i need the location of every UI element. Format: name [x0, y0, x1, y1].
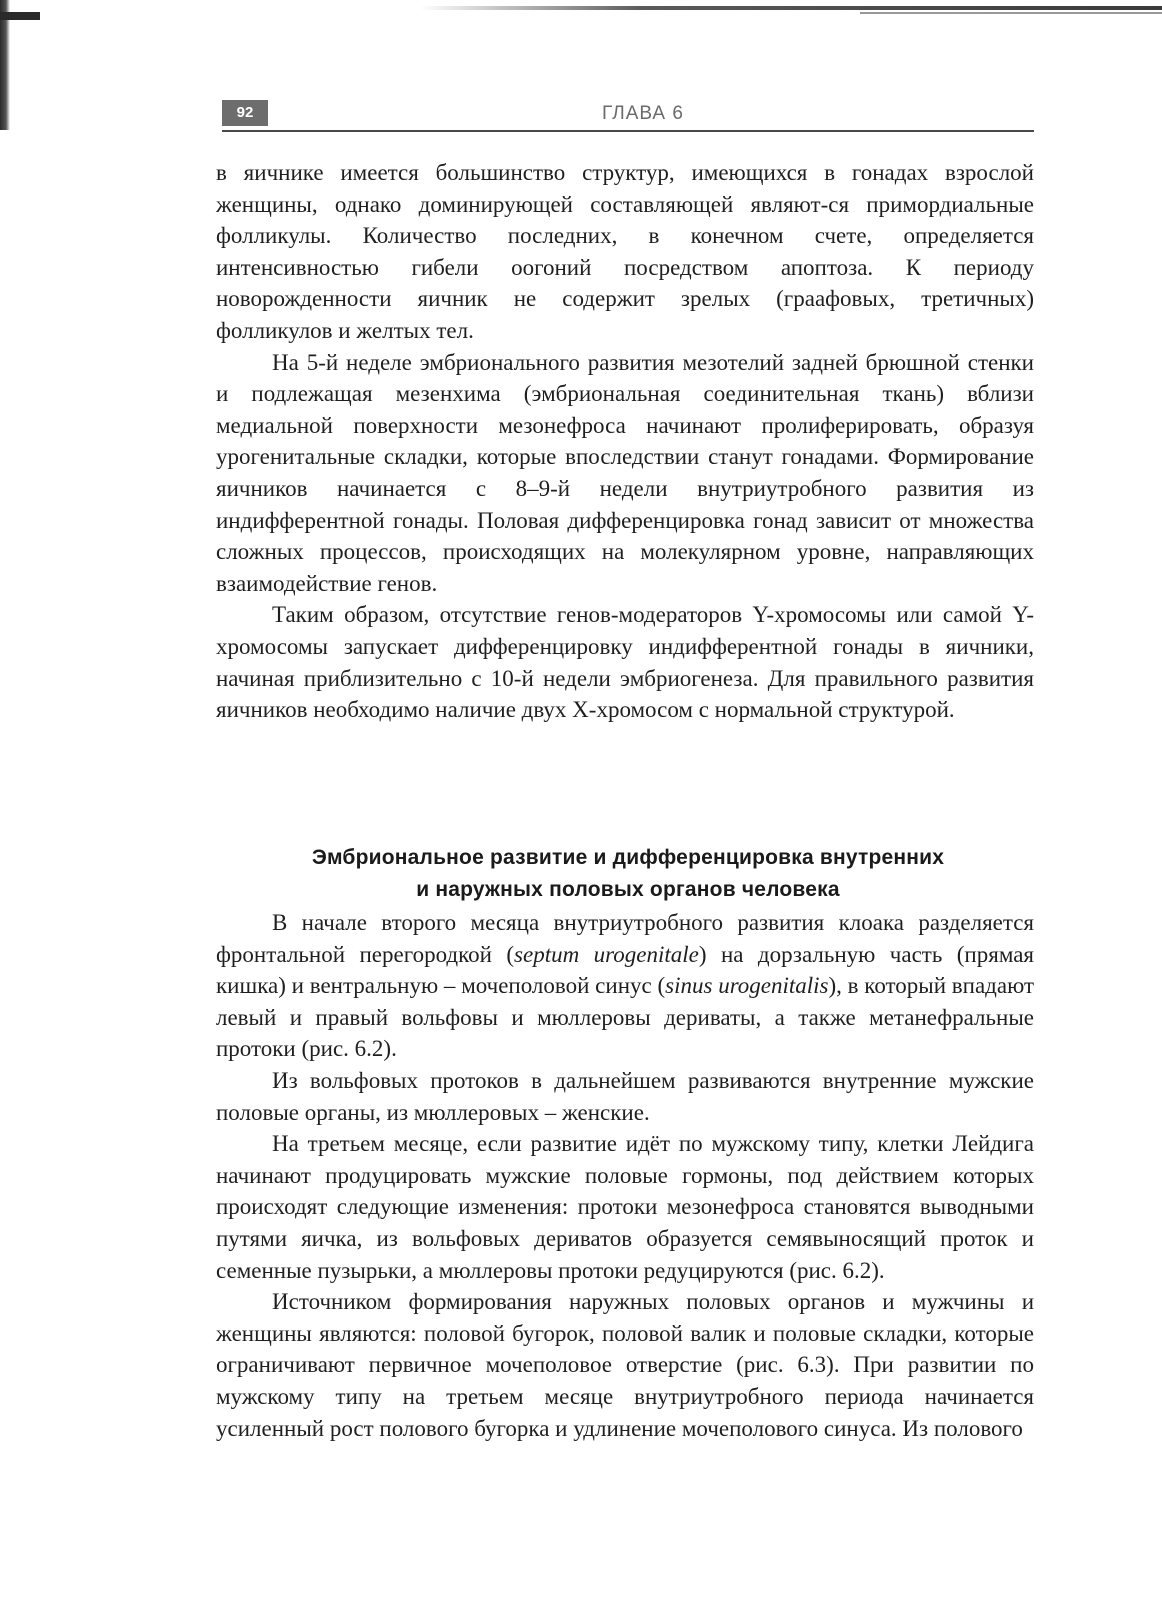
page-number: 92	[222, 100, 268, 126]
section-heading-line-2: и наружных половых органов человека	[416, 878, 840, 901]
term-septum-urogenitale: septum urogenitale	[514, 941, 699, 967]
section-heading	[222, 842, 1034, 906]
paragraph-external-genitalia: Источником формирования наружных половых органов и мужчины и женщины являются: половой бугорок, половой валик и половые складки, которые ограничивают первичное мочеполовое отверстие (рис. 6.3). При развитии по мужскому типу на третьем месяце внутриутробного периода начинается усиленный рост полового бугорка и удлинение мочеполового синуса. Из полового	[216, 1289, 1034, 1441]
top-text-block	[216, 157, 1034, 726]
paragraph-wolffian-ducts: Из вольфовых протоков в дальнейшем развиваются внутренние мужские половые органы, из мюллеровых – женские.	[216, 1067, 1034, 1125]
paragraph-y-chromosome: Таким образом, отсутствие генов-модераторов Y-хромосомы или самой Y-хромосомы запускает дифференцировку индифферентной гонады в яичники, начиная приблизительно с 10-й недели эмбриогенеза. Для правильного развития яичников необходимо наличие двух X-хромосом с нормальной структурой.	[216, 602, 1034, 723]
paragraph-gonad-formation: На 5-й неделе эмбрионального развития мезотелий задней брюшной стенки и подлежащая мезенхима (эмбриональная соединительная ткань) вблизи медиальной поверхности мезонефроса начинают пролиферировать, образуя урогенитальные складки, которые впоследствии станут гонадами. Формирование яичников начинается с 8–9-й недели внутриутробного развития из индифферентной гонады. Половая дифференцировка гонад зависит от множества сложных процессов, происходящих на молекулярном уровне, направляющих взаимодействие генов.	[216, 349, 1034, 596]
paragraph-ovary-structures: в яичнике имеется большинство структур, имеющихся в гонадах взрослой женщины, однако доминирующей составляющей являют-ся примордиальные фолликулы. Количество последних, в конечном счете, определяется интенсивностью гибели оогоний посредством апоптоза. К периоду новорожденности яичник не содержит зрелых (граафовых, третичных) фолликулов и желтых тел.	[216, 160, 1034, 343]
running-head: ГЛАВА 6	[602, 103, 684, 124]
header-rule	[222, 130, 1034, 132]
bottom-text-block	[216, 907, 1034, 1444]
scan-edge-shadow-top	[0, 12, 40, 20]
paragraph-cloaca-text-2: ) на дорзальную часть (прямая кишка) и вентральную – мочеполовой синус (	[216, 941, 1035, 999]
paragraph-cloaca	[216, 907, 1034, 1065]
scan-top-edge-secondary	[860, 12, 1162, 14]
paragraph-cloaca-text-1: В начале второго месяца внутриутробного развития клоака разделяется фронтальной перегородкой (	[216, 910, 1034, 967]
paragraph-leydig-cells: На третьем месяце, если развитие идёт по мужскому типу, клетки Лейдига начинают продуцировать мужские половые гормоны, под действием которых происходят следующие изменения: протоки мезонефроса становятся выводными путями яичка, из вольфовых дериватов образуется семявыносящий проток и семенные пузырьки, а мюллеровы протоки редуцируются (рис. 6.2).	[216, 1131, 1034, 1283]
term-sinus-urogenitalis: sinus urogenitalis	[665, 973, 829, 999]
page-header	[222, 100, 1034, 136]
section-heading-line-1: Эмбриональное развитие и дифференцировка внутренних	[311, 846, 945, 869]
scan-top-edge	[420, 6, 1162, 10]
paragraph-cloaca-text-3: ), в который впадают левый и правый вольфовы и мюллеровы дериваты, а также метанефральные протоки (рис. 6.2).	[216, 973, 1035, 1062]
